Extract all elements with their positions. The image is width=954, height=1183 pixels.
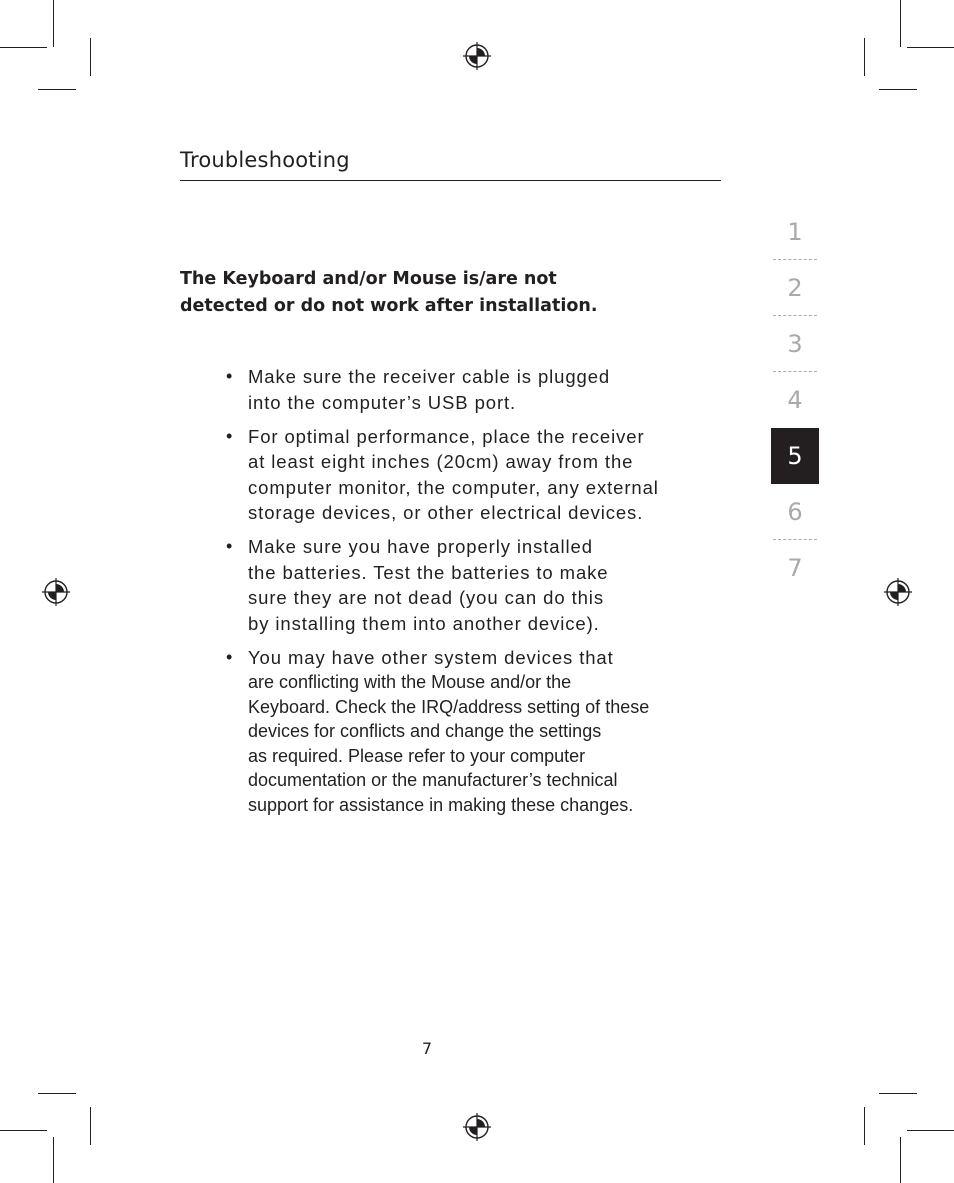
- list-item-line: sure they are not dead (you can do this: [248, 587, 604, 608]
- registration-mark-icon: [462, 1112, 492, 1142]
- chapter-tab-label: 6: [787, 498, 803, 526]
- list-item-line: documentation or the manufacturer’s technical: [248, 770, 618, 791]
- crop-mark: [90, 1107, 91, 1145]
- bullet-icon: •: [226, 536, 233, 556]
- crop-mark: [879, 89, 917, 90]
- crop-mark: [38, 89, 76, 90]
- bullet-icon: •: [226, 366, 233, 386]
- crop-mark: [38, 1093, 76, 1094]
- chapter-tab-4[interactable]: [771, 372, 819, 428]
- chapter-tab-5[interactable]: [771, 428, 819, 484]
- crop-mark: [907, 47, 954, 48]
- list-item-line: You may have other system devices that: [248, 646, 614, 668]
- registration-mark-icon: [462, 41, 492, 71]
- section-title: Troubleshooting: [180, 148, 350, 172]
- title-rule: [180, 180, 721, 181]
- list-item-line: are conflicting with the Mouse and/or the: [248, 672, 572, 692]
- crop-mark: [53, 0, 54, 47]
- heading-line: detected or do not work after installation.: [180, 296, 598, 316]
- crop-mark: [907, 1130, 954, 1131]
- chapter-tab-7[interactable]: [771, 540, 819, 596]
- chapter-nav: [771, 204, 819, 596]
- crop-mark: [0, 47, 47, 48]
- crop-mark: [900, 0, 901, 47]
- list-item-line: Make sure the receiver cable is plugged: [248, 366, 611, 387]
- chapter-tab-label: 5: [787, 442, 803, 470]
- bullet-icon: •: [226, 425, 233, 446]
- crop-mark: [864, 1107, 865, 1145]
- crop-mark: [0, 1130, 47, 1131]
- chapter-tab-label: 4: [787, 386, 803, 414]
- crop-mark: [879, 1093, 917, 1094]
- crop-mark: [900, 1137, 901, 1183]
- chapter-tab-label: 2: [787, 274, 803, 302]
- list-item: [226, 364, 746, 415]
- list-item-line: support for assistance in making these changes.: [248, 794, 634, 815]
- crop-mark: [90, 38, 91, 76]
- list-item-line: at least eight inches (20cm) away from the: [248, 451, 634, 472]
- list-item-line: devices for conflicts and change the settings: [248, 721, 602, 742]
- list-item-line: as required. Please refer to your computer: [248, 745, 586, 766]
- page-number: 7: [421, 1039, 433, 1058]
- list-item-line: the batteries. Test the batteries to make: [248, 561, 609, 583]
- list-item-line: storage devices, or other electrical devices.: [248, 502, 644, 523]
- heading-line: The Keyboard and/or Mouse is/are not: [180, 269, 557, 289]
- chapter-tab-6[interactable]: [771, 484, 819, 540]
- chapter-tab-2[interactable]: [771, 260, 819, 316]
- list-item: [226, 645, 746, 818]
- list-item-line: Keyboard. Check the IRQ/address setting of these: [248, 696, 650, 717]
- chapter-tab-label: 3: [787, 330, 803, 358]
- list-item-line: computer monitor, the computer, any external: [248, 476, 659, 498]
- list-item-line: Make sure you have properly installed: [248, 536, 593, 557]
- chapter-tab-label: 7: [787, 554, 803, 582]
- list-item: [226, 534, 746, 636]
- chapter-tab-label: 1: [787, 218, 803, 246]
- list-item-line: For optimal performance, place the receiver: [248, 425, 645, 447]
- list-item: [226, 424, 746, 526]
- bullet-icon: •: [226, 646, 233, 667]
- troubleshooting-heading: [180, 266, 700, 320]
- registration-mark-icon: [41, 577, 71, 607]
- chapter-tab-3[interactable]: [771, 316, 819, 372]
- troubleshooting-list: [226, 364, 746, 826]
- chapter-tab-1[interactable]: [771, 204, 819, 260]
- list-item-line: by installing them into another device).: [248, 612, 600, 634]
- crop-mark: [53, 1137, 54, 1183]
- registration-mark-icon: [883, 577, 913, 607]
- crop-mark: [864, 38, 865, 76]
- list-item-line: into the computer’s USB port.: [248, 391, 517, 413]
